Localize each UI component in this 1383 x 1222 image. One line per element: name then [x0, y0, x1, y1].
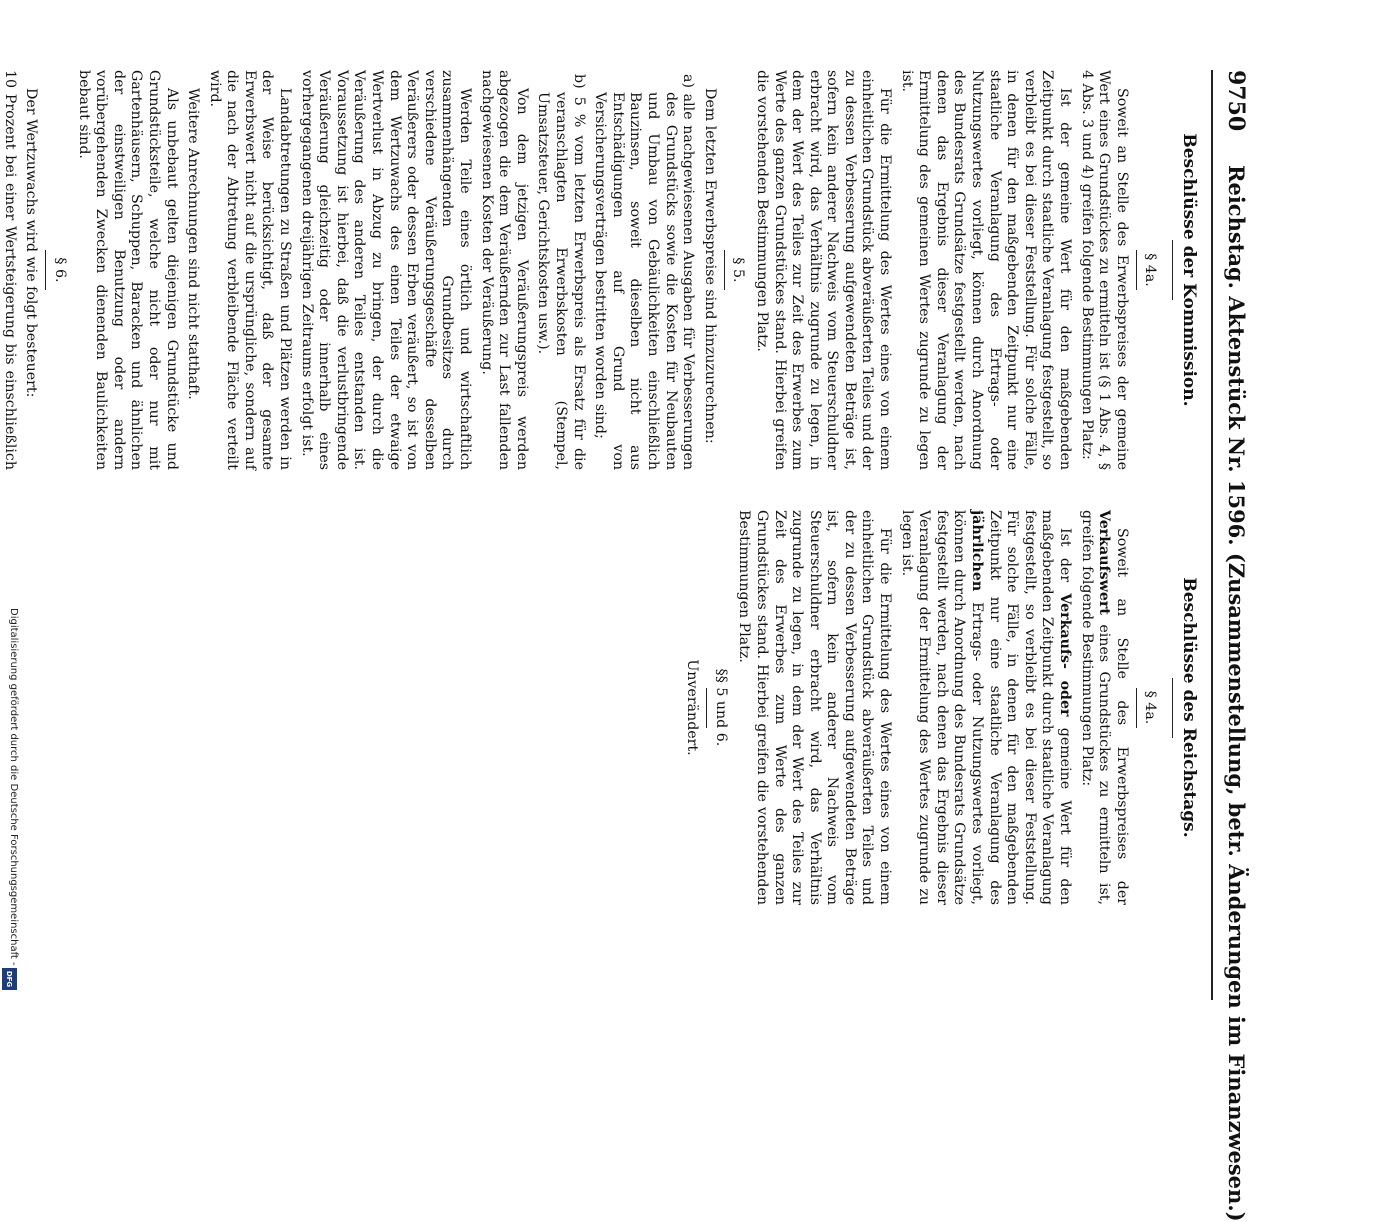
left-column-commission	[0, 70, 1197, 470]
text-run: Soweit an Stelle des Erwerbspreises der	[1113, 528, 1130, 905]
right-column-reichstag	[679, 510, 1197, 905]
heading-rule	[1172, 240, 1173, 300]
paragraph: Für die Ermittelung des Wertes eines von einem einheitlichen Grundstück abveräußerten Teiles und der zu dessen Verbesserung aufgewendeten Beträge ist, sofern kein anderer Nachweis vom Steuerschuldner erbracht wird, das Verhältnis zugrunde zu legen, in dem der Wert des Teiles zur Zeit des Erwerbes zum Werte des ganzen Grundstückes stand. Hierbei greifen die vorstehenden Bestimmungen Platz.	[753, 70, 894, 470]
left-column-heading: Beschlüsse der Kommission.	[1179, 133, 1199, 407]
dfg-logo	[2, 968, 17, 990]
section-6-sign: § 6.	[51, 257, 68, 283]
paragraph: Von dem jetzigen Veräußerungspreis werden abgezogen die dem Veräußernden zur Last fallenden nachgewiesenen Kosten der Veräußerung.	[478, 70, 530, 470]
paragraph: Landabtretungen zu Straßen und Plätzen werden in der Weise berücksichtigt, daß der gesamte Erwerbswert nicht auf die ursprüngliche, sondern auf die nach der Abtretung verbleibende Fläche verteilt wird.	[206, 70, 294, 470]
section-rule	[45, 250, 46, 290]
section-4a-sign: § 4a.	[1142, 253, 1159, 287]
paragraph: Dem letzten Erwerbspreise sind hinzuzurechnen:	[701, 88, 718, 444]
paragraph: Soweit an Stelle des Erwerbspreises der gemeine Wert eines Grundstückes zu ermitteln ist (§ 1 Abs. 4, § 4 Abs. 3 und 4) greifen folgende Bestimmungen Platz:	[1078, 70, 1130, 470]
text-run: eines Grundstückes zu ermitteln ist, greifen folgende Bestimmungen Platz:	[1078, 510, 1113, 905]
digitization-credit: Digitalisierung gefördert durch die Deutsche Forschungsgemeinschaft -	[8, 608, 19, 966]
section-rule	[724, 250, 725, 290]
paragraph: Ist der gemeine Wert für den maßgebenden Zeitpunkt durch staatliche Veranlagung festgestellt, so verbleibt es bei dieser Feststellung. Für solche Fälle, in denen für den maßgebenden Zeitpunkt nur eine staatliche Veranlagung des Ertrags- oder Nutzungswertes vorliegt, können durch Anordnung des Bundesrats Grundsätze festgestellt werden, nach denen das Ergebnis dieser Veranlagung der Ermittelung des gemeinen Wertes zugrunde zu legen ist.	[898, 70, 1074, 470]
section-5-6-sign: §§ 5 und 6.	[712, 668, 729, 747]
text-run: gemeine Wert für den maßgebenden Zeitpunkt durch staatliche Veranlagung festgestellt, so verbleibt es bei dieser Feststellung. Für solche Fälle, in denen für den maßgebenden Zeitpunkt nur eine staatliche Veranlagung des	[986, 510, 1074, 906]
tax-rate-line: 10 Prozent bei einer Wertsteigerung bis einschließlich	[1, 70, 18, 470]
page-header	[1211, 70, 1253, 1222]
emphasized-text: Verkaufs- oder	[1057, 593, 1074, 717]
paragraph: Der Wertzuwachs wird wie folgt besteuert:	[23, 88, 40, 398]
paragraph: Werden Teile eines örtlich und wirtschaftlich zusammenhängenden Grundbesitzes durch verschiedene Veräußerungsgeschäfte desselben Veräußerers oder dessen Erben veräußert, so ist von dem Wertzuwachs des einen Teiles der etwaige Wertverlust in Abzug zu bringen, der durch die Veräußerung des anderen Teiles entstanden ist. Voraussetzung ist hierbei, daß die verlustbringende Veräußerung gleichzeitig oder innerhalb eines vorhergegangenen dreijährigen Zeitraums erfolgt ist.	[298, 70, 474, 470]
list-item: b) 5 % vom letzten Erwerbspreis als Ersatz für die veranschlagten Erwerbskosten (Stempel, Umsatzsteuer, Gerichtskosten usw.).	[535, 74, 587, 470]
paragraph	[1077, 510, 1130, 905]
page-number: 9750	[1223, 70, 1249, 132]
section-5-sign: § 5.	[730, 257, 747, 283]
text-run: Ist der	[1057, 528, 1074, 594]
paragraph: Als unbebaut gelten diejenigen Grundstücke und Grundstücksteile, welche nicht oder nur mit Gartenhäusern, Schuppen, Baracken und ähnlichen der einstweiligen Benutzung oder andern vorübergehenden Zwecken dienenden Baulichkeiten bebaut sind.	[75, 70, 180, 470]
section-4a-sign: § 4a.	[1142, 690, 1159, 725]
heading-rule	[1172, 678, 1173, 738]
emphasized-text: jährlichen	[969, 510, 986, 592]
unchanged-note: Unverändert.	[684, 659, 701, 756]
text-run: Ertrags- oder Nutzungswertes vorliegt, können durch Anordnung des Bundesrats Grundsätze festgestellt werden, nach denen das Ergebnis dieser Veranlagung der Ermittelung des Wertes zugrunde zu legen ist.	[898, 510, 986, 905]
paragraph: Für die Ermittelung des Wertes eines von einem einheitlichen Grundstück abveräußerten Teiles und der zu dessen Verbesserung aufgewendeten Beträge ist, sofern kein anderer Nachweis vom Steuerschuldner erbracht wird, das Verhältnis zugrunde zu legen, in dem der Wert des Teiles zur Zeit des Erwerbes zum Werte des ganzen Grundstückes stand. Hierbei greifen die vorstehenden Bestimmungen Platz.	[736, 510, 894, 905]
dfg-logo-text: DFG	[5, 970, 14, 988]
section-rule	[1136, 250, 1137, 290]
document-title: Reichstag. Aktenstück Nr. 1596. (Zusammenstellung, betr. Änderungen im Finanzwesen.)	[1224, 165, 1249, 1222]
paragraph	[897, 510, 1073, 905]
section-rule	[1136, 688, 1137, 728]
section-rule	[706, 688, 707, 728]
list-item: a) alle nachgewiesenen Ausgaben für Verbesserungen des Grundstücks sowie die Kosten für Neubauten und Umbau von Gebäulichkeiten einschließlich Bauzinsen, soweit dieselben nicht aus Entschädigungen auf Grund von Versicherungsverträgen bestritten worden sind;	[592, 74, 697, 470]
paragraph: Weitere Anrechnungen sind nicht statthaft.	[185, 88, 202, 400]
right-column-heading: Beschlüsse des Reichstags.	[1179, 577, 1199, 838]
emphasized-text: Verkaufswert	[1096, 510, 1113, 615]
